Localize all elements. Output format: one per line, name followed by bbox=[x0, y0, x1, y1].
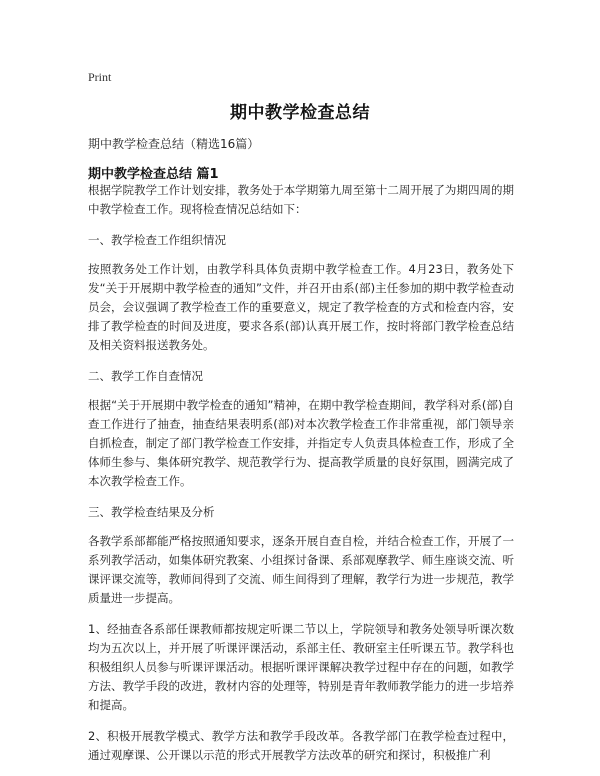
heading-organization: 一、教学检查工作组织情况 bbox=[88, 233, 226, 247]
print-label[interactable]: Print bbox=[88, 70, 112, 84]
paragraph-item-2: 2、积极开展教学模式、教学方法和教学手段改革。各教学部门在教学检查过程中，通过观摩课、公开课以示范的形式开展教学方法改革的研究和探讨，积极推广利 bbox=[88, 729, 514, 762]
paragraph-self-check: 根据“关于开展期中教学检查的通知”精神，在期中教学检查期间，教学科对系(部)自查工作进行了抽查，抽查结果表明系(部)对本次教学检查工作非常重视，部门领导亲自抓检查，制定了部门教学检查工作安排，并指定专人负责具体检查工作，形成了全体师生参与、集体研究教学、规范教学行为、提高教学质量的良好氛围，圆满完成了本次教学检查工作。 bbox=[88, 398, 514, 488]
heading-results: 三、教学检查结果及分析 bbox=[88, 505, 215, 519]
page-title: 期中教学检查总结 bbox=[230, 103, 370, 123]
intro-paragraph: 根据学院教学工作计划安排，教务处于本学期第九周至第十二周开展了为期四周的期中教学检查工作。现将检查情况总结如下： bbox=[88, 183, 514, 216]
section-title: 期中教学检查总结 篇1 bbox=[88, 167, 219, 182]
heading-self-check: 二、教学工作自查情况 bbox=[88, 369, 203, 383]
paragraph-item-1: 1、经抽查各系部任课教师都按规定听课二节以上，学院领导和教务处领导听课次数均为五次以上，并开展了听课评课活动，系部主任、教研室主任听课五节。教学科也积极组织人员参与听课评课活动。根据听课评课解决教学过程中存在的问题，如教学方法、教学手段的改进，教材内容的处理等，特别是青年教师教学能力的进一步培养和提高。 bbox=[88, 622, 514, 712]
document-body bbox=[88, 181, 514, 776]
document-subtitle: 期中教学检查总结（精选16篇） bbox=[88, 137, 260, 151]
paragraph-organization: 按照教务处工作计划，由教学科具体负责期中教学检查工作。4月23日，教务处下发“关于开展期中教学检查的通知”文件，并召开由系(部)主任参加的期中教学检查动员会，会议强调了教学检查工作的重要意义，规定了教学检查的方式和检查内容，安排了教学检查的时间及进度，要求各系(部)认真开展工作，按时将部门教学检查总结及相关资料报送教务处。 bbox=[88, 262, 514, 352]
paragraph-results: 各教学系部都能严格按照通知要求，逐条开展自查自检，并结合检查工作，开展了一系列教学活动，如集体研究教案、小组探讨备课、系部观摩教学、师生座谈交流、听课评课交流等，教师间得到了交流、师生间得到了理解，教学行为进一步规范，教学质量进一步提高。 bbox=[88, 534, 514, 605]
